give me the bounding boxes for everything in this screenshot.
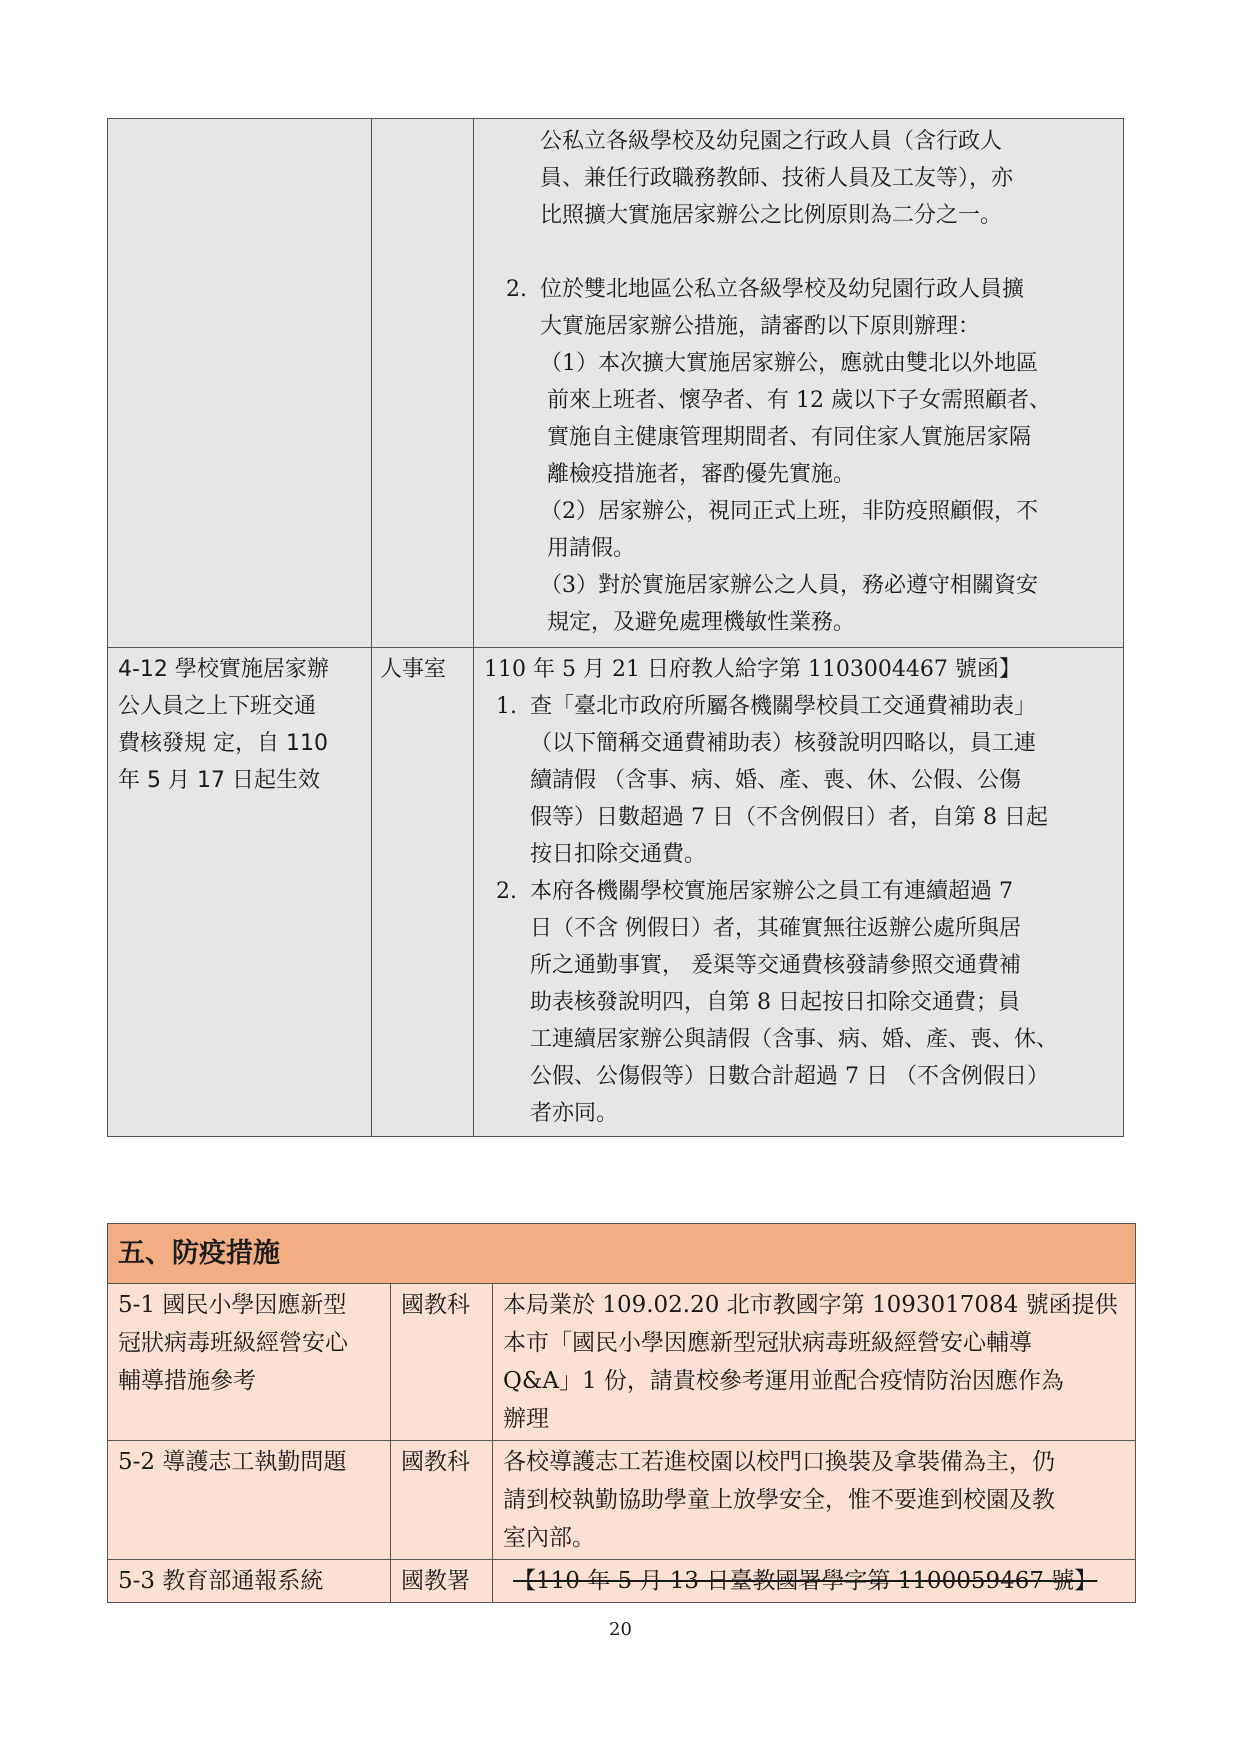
item-cell [108, 119, 372, 648]
intro-paragraph: 公私立各級學校及幼兒園之行政人員（含行政人 員、兼任行政職務教師、技術人員及工友等），亦 比照擴大實施居家辦公之比例原則為二分之一。 [540, 129, 1014, 228]
item-cell: 5-2 導護志工執勤問題 [108, 1441, 391, 1560]
content-cell [474, 119, 1124, 648]
unit-cell: 國教科 [391, 1284, 493, 1441]
table-row [108, 1284, 1136, 1441]
section-header-row [108, 1224, 1136, 1284]
sub-item: （1）本次擴大實施居家辦公，應就由雙北以外地區 前來上班者、懷孕者、有 12 歲以下子女需照顧者、 實施自主健康管理期間者、有同住家人實施居家隔 離檢疫措施者，審酌優先實施。 [540, 351, 1051, 487]
table-epidemic-prevention [107, 1223, 1136, 1603]
sub-item: （3）對於實施居家辦公之人員，務必遵守相關資安 規定，及避免處理機敏性業務。 [540, 573, 1039, 635]
table-row [108, 1441, 1136, 1560]
unit-cell: 人事室 [372, 648, 474, 1137]
struck-reference: 【110 年 5 月 13 日臺教國署學字第 1100059467 號】 [513, 1568, 1098, 1594]
list-item: 2. 位於雙北地區公私立各級學校及幼兒園行政人員擴 大實施居家辦公措施，請審酌以下原則辦理： [506, 277, 1025, 339]
item-cell: 4-12 學校實施居家辦 公人員之上下班交通 費核發規 定，自 110 年 5 月 17 日起生效 [108, 648, 372, 1137]
list-item: 1. 查「臺北市政府所屬各機關學校員工交通費補助表」 （以下簡稱交通費補助表）核發說明四略以，員工連 續請假 （含事、病、婚、產、喪、休、公假、公傷 假等）日數超過 7 日（不含例假日）者，自第 8 日起 按日扣除交通費。 [496, 694, 1048, 867]
table-row [108, 1560, 1136, 1603]
item-cell: 5-3 教育部通報系統 [108, 1560, 391, 1603]
sub-item: （2）居家辦公，視同正式上班，非防疫照顧假，不 用請假。 [540, 499, 1039, 561]
page-number: 20 [609, 1619, 632, 1640]
item-cell: 5-1 國民小學因應新型 冠狀病毒班級經營安心 輔導措施參考 [108, 1284, 391, 1441]
content-cell: 各校導護志工若進校園以校門口換裝及拿裝備為主，仍 請到校執勤協助學童上放學安全，惟不要進到校園及教 室內部。 [493, 1441, 1136, 1560]
content-cell [474, 648, 1124, 1137]
list-item: 2. 本府各機關學校實施居家辦公之員工有連續超過 7 日（不含 例假日）者，其確實無往返辦公處所與居 所之通勤事實， 爰渠等交通費核發請參照交通費補 助表核發說明四，自第 8 日起按日扣除交通費；員 工連續居家辦公與請假（含事、病、婚、產、喪、休、 公假、公傷假等）日數合計超過 7 日 （不含例假日） 者亦同。 [496, 879, 1059, 1126]
reference-line: 110 年 5 月 21 日府教人給字第 1103004467 號函】 [484, 657, 1021, 682]
table-work-from-home [107, 118, 1124, 1137]
content-cell: 本局業於 109.02.20 北市教國字第 1093017084 號函提供 本市「國民小學因應新型冠狀病毒班級經營安心輔導 Q&A」1 份，請貴校參考運用並配合疫情防治因應作為 辦理 [493, 1284, 1136, 1441]
unit-cell: 國教科 [391, 1441, 493, 1560]
unit-cell [372, 119, 474, 648]
content-cell [493, 1560, 1136, 1603]
section-title: 五、防疫措施 [108, 1224, 1136, 1284]
table-row [108, 648, 1124, 1137]
table-row [108, 119, 1124, 648]
unit-cell: 國教署 [391, 1560, 493, 1603]
